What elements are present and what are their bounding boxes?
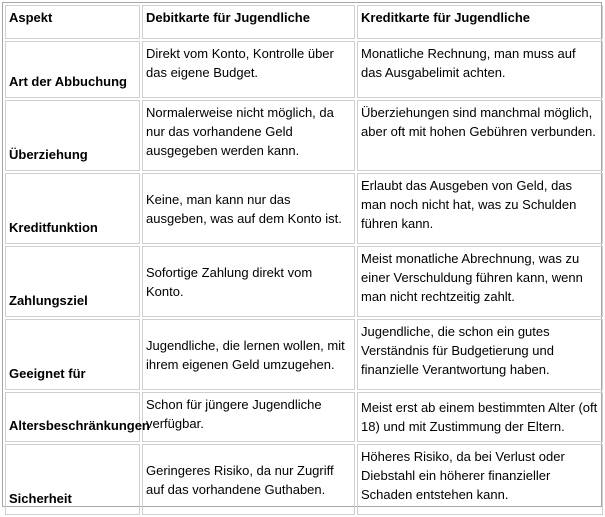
header-credit-card: Kreditkarte für Jugendliche bbox=[357, 5, 603, 39]
row-aspect-label: Sicherheit bbox=[5, 444, 140, 515]
row-aspect-label: Altersbeschränkungen bbox=[5, 392, 140, 442]
row-aspect-label: Kreditfunktion bbox=[5, 173, 140, 244]
comparison-table bbox=[3, 3, 605, 517]
row-aspect-label: Zahlungsziel bbox=[5, 246, 140, 317]
table-row bbox=[5, 392, 603, 442]
table-row bbox=[5, 100, 603, 171]
row-credit-cell: Erlaubt das Ausgeben von Geld, das man noch nicht hat, was zu Schulden führen kann. bbox=[357, 173, 603, 244]
row-debit-cell: Normalerweise nicht möglich, da nur das vorhandene Geld ausgegeben werden kann. bbox=[142, 100, 355, 171]
header-row bbox=[5, 5, 603, 39]
row-credit-cell: Meist monatliche Abrechnung, was zu einer Verschuldung führen kann, wenn man nicht rechtzeitig zahlt. bbox=[357, 246, 603, 317]
row-debit-cell: Schon für jüngere Jugendliche verfügbar. bbox=[142, 392, 355, 442]
comparison-table-container bbox=[2, 2, 602, 507]
row-credit-cell: Meist erst ab einem bestimmten Alter (oft 18) und mit Zustimmung der Eltern. bbox=[357, 392, 603, 442]
row-aspect-label: Geeignet für bbox=[5, 319, 140, 390]
row-debit-cell: Sofortige Zahlung direkt vom Konto. bbox=[142, 246, 355, 317]
row-credit-cell: Jugendliche, die schon ein gutes Verständnis für Budgetierung und finanzielle Verantwortung haben. bbox=[357, 319, 603, 390]
table-row bbox=[5, 173, 603, 244]
row-credit-cell: Überziehungen sind manchmal möglich, aber oft mit hohen Gebühren verbunden. bbox=[357, 100, 603, 171]
table-row bbox=[5, 246, 603, 317]
row-aspect-label: Art der Abbuchung bbox=[5, 41, 140, 98]
table-row bbox=[5, 444, 603, 515]
header-debit-card: Debitkarte für Jugendliche bbox=[142, 5, 355, 39]
table-row bbox=[5, 41, 603, 98]
row-debit-cell: Direkt vom Konto, Kontrolle über das eigene Budget. bbox=[142, 41, 355, 98]
header-aspect: Aspekt bbox=[5, 5, 140, 39]
row-debit-cell: Keine, man kann nur das ausgeben, was auf dem Konto ist. bbox=[142, 173, 355, 244]
row-debit-cell: Geringeres Risiko, da nur Zugriff auf das vorhandene Guthaben. bbox=[142, 444, 355, 515]
row-credit-cell: Monatliche Rechnung, man muss auf das Ausgabelimit achten. bbox=[357, 41, 603, 98]
row-aspect-label: Überziehung bbox=[5, 100, 140, 171]
row-credit-cell: Höheres Risiko, da bei Verlust oder Diebstahl ein höherer finanzieller Schaden entstehen kann. bbox=[357, 444, 603, 515]
table-row bbox=[5, 319, 603, 390]
row-debit-cell: Jugendliche, die lernen wollen, mit ihrem eigenen Geld umzugehen. bbox=[142, 319, 355, 390]
